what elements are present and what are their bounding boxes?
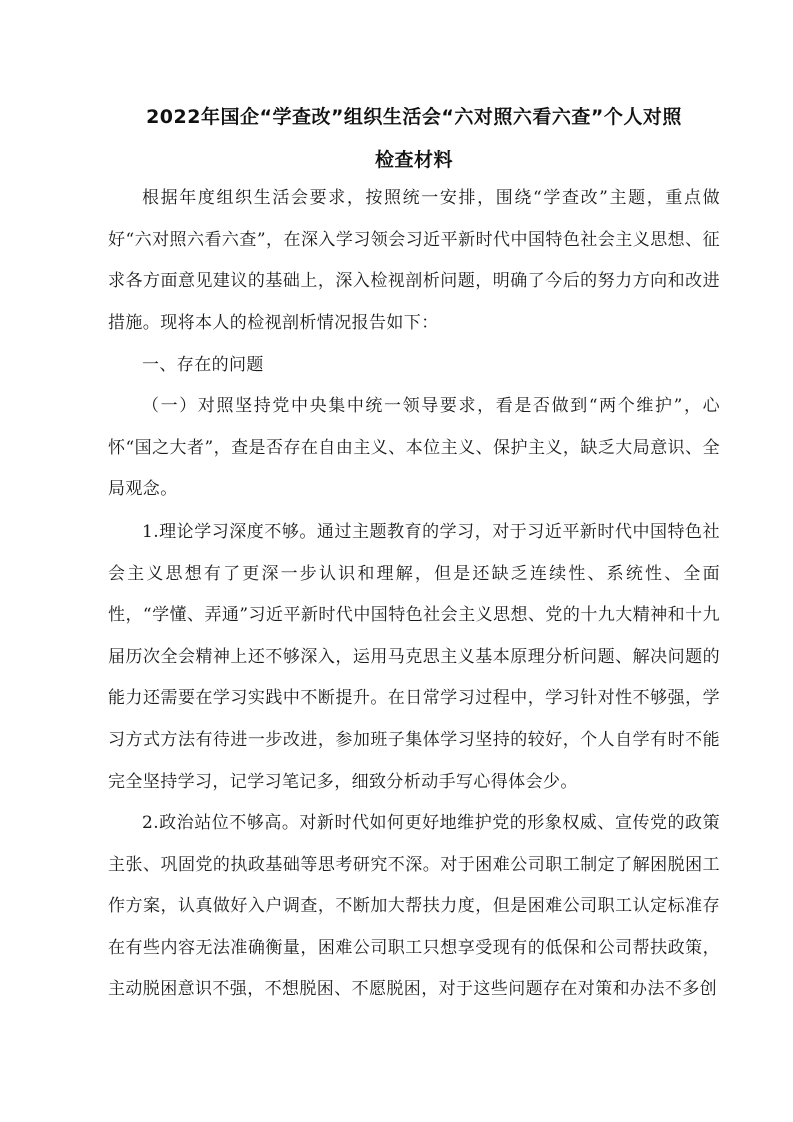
intro-paragraph: 根据年度组织生活会要求，按照统一安排，围绕“学查改”主题，重点做好“六对照六看六查”，在深入学习领会习近平新时代中国特色社会主义思想、征求各方面意见建议的基础上，深入检视剖析问题，明确了今后的努力方向和改进措施。现将本人的检视剖析情况报告如下： — [108, 188, 720, 333]
subsection-one-paragraph: （一）对照坚持党中央集中统一领导要求，看是否做到“两个维护”，心怀“国之大者”，查是否存在自由主义、本位主义、保护主义，缺乏大局意识、全局观念。 — [108, 396, 720, 500]
item-one-paragraph: 1.理论学习深度不够。通过主题教育的学习，对于习近平新时代中国特色社会主义思想有了更深一步认识和理解，但是还缺乏连续性、系统性、全面性，“学懂、弄通”习近平新时代中国特色社会主义思想、党的十九大精神和十九届历次全会精神上还不够深入，运用马克思主义基本原理分析问题、解决问题的能力还需要在学习实践中不断提升。在日常学习过程中，学习针对性不够强，学习方式方法有待进一步改进，参加班子集体学习坚持的较好，个人自学有时不能完全坚持学习，记学习笔记多，细致分析动手写心得体会少。 — [108, 522, 720, 792]
document-title-line-1: 2022年国企“学查改”组织生活会“六对照六看六查”个人对照 — [146, 106, 682, 128]
section-heading-problems: 一、存在的问题 — [142, 355, 264, 375]
document-title-line-2: 检查材料 — [374, 149, 453, 171]
item-two-paragraph: 2.政治站位不够高。对新时代如何更好地维护党的形象权威、宣传党的政策主张、巩固党的执政基础等思考研究不深。对于困难公司职工制定了解困脱困工作方案，认真做好入户调查，不断加大帮扶力度，但是困难公司职工认定标准存在有些内容无法准确衡量，困难公司职工只想享受现有的低保和公司帮扶政策，主动脱困意识不强，不想脱困、不愿脱困，对于这些问题存在对策和办法不多创 — [108, 813, 720, 1000]
